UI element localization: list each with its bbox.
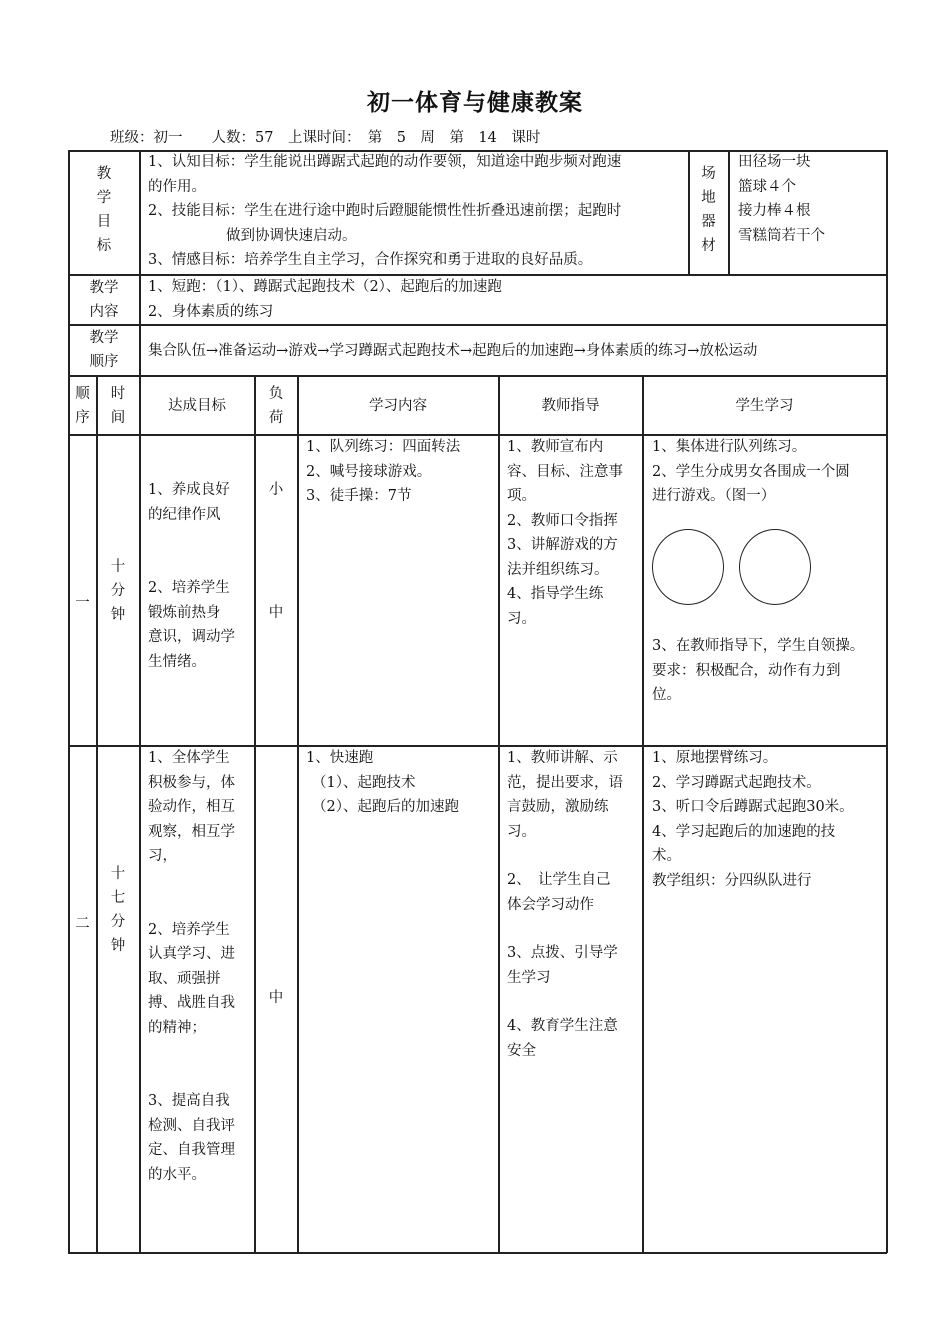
part1-goal: 1、养成良好 的纪律作风 2、培养学生 锻炼前热身 意识，调动学 生情绪。 xyxy=(148,482,235,670)
equipment-header: 场 地 器 材 xyxy=(701,166,716,254)
part1-load-low: 小 xyxy=(268,482,284,498)
part1-learn: 1、队列练习：四面转法 2、喊号接球游戏。 3、徒手操：7节 xyxy=(306,439,461,504)
col-learn-header: 学习内容 xyxy=(369,398,427,414)
equipment-list: 田径场一块 篮球４个 接力棒４根 雪糕筒若干个 xyxy=(738,154,825,244)
col-order-header: 顺 序 xyxy=(75,386,90,426)
part2-learn: 1、快速跑 （1）、起跑技术 （2）、起跑后的加速跑 xyxy=(306,750,459,815)
part2-order: 二 xyxy=(75,916,90,932)
part1-order: 一 xyxy=(75,595,90,611)
col-goal-header: 达成目标 xyxy=(168,398,226,414)
col-time-header: 时 间 xyxy=(110,386,126,426)
part2-time: 十 七 分 钟 xyxy=(110,866,126,954)
week-label: 第 5 周 xyxy=(367,130,435,146)
time-label: 上课时间： xyxy=(287,130,354,146)
part2-student: 1、原地摆臂练习。 2、学习蹲踞式起跑技术。 3、听口令后蹲踞式起跑30米。 4、学习起跑后的加速跑的技 术。 教学组织：分四纵队进行 xyxy=(652,750,854,889)
lesson-info-line xyxy=(110,126,540,147)
part1-student-a: 1、集体进行队列练习。 2、学生分成男女各围成一个圆 进行游戏。（图一） xyxy=(652,439,850,504)
objectives-header: 教 学 目 标 xyxy=(96,166,112,254)
content-text: 1、短跑：（1）、蹲踞式起跑技术（2）、起跑后的加速跑 2、身体素质的练习 xyxy=(148,279,502,320)
part1-student-b: 3、在教师指导下，学生自领操。 要求：积极配合，动作有力到 位。 xyxy=(652,638,865,703)
col-load-header: 负 荷 xyxy=(268,386,284,426)
class-label: 班级：初一 xyxy=(110,130,183,146)
part2-teacher: 1、教师讲解、示 范，提出要求，语 言鼓励，激励练 习。 2、 让学生自己 体会学习动作 3、点拨、引导学 生学习 4、教育学生注意 安全 xyxy=(507,750,623,1059)
col-student-header: 学生学习 xyxy=(735,398,794,414)
objectives-text: 1、认知目标：学生能说出蹲踞式起跑的动作要领，知道途中跑步频对跑速 的作用。 2、技能目标：学生在进行途中跑时后蹬腿能惯性性折叠迅速前摆；起跑时 做到协调快速启动。 3、情感目标：培养学生自主学习，合作探究和勇于进取的良好品质。 xyxy=(148,154,622,268)
sequence-text: 集合队伍→准备运动→游戏→学习蹲踞式起跑技术→起跑后的加速跑→身体素质的练习→放松运动 xyxy=(148,343,758,359)
sequence-header: 教学 顺序 xyxy=(89,330,119,370)
part2-load: 中 xyxy=(268,990,284,1006)
circle-diagram-left xyxy=(652,529,724,605)
part1-load-mid: 中 xyxy=(268,605,284,621)
count-label: 人数：57 xyxy=(211,130,274,146)
lesson-label: 第 14 课时 xyxy=(449,130,541,146)
circle-diagram-right xyxy=(739,529,811,605)
part2-goal: 1、全体学生 积极参与，体 验动作，相互 观察，相互学 习， 2、培养学生 认真学习、进 取、顽强拼 搏、战胜自我 的精神； 3、提高自我 检测、自我评 定、自我管理 的水平。 xyxy=(148,750,235,1183)
col-teacher-header: 教师指导 xyxy=(541,398,600,414)
part1-teacher: 1、教师宣布内 容、目标、注意事 项。 2、教师口令指挥 3、讲解游戏的方 法并组织练习。 4、指导学生练 习。 xyxy=(507,439,623,627)
content-header: 教学 内容 xyxy=(89,280,119,320)
part1-time: 十 分 钟 xyxy=(110,559,126,623)
page-title: 初一体育与健康教案 xyxy=(367,89,583,116)
